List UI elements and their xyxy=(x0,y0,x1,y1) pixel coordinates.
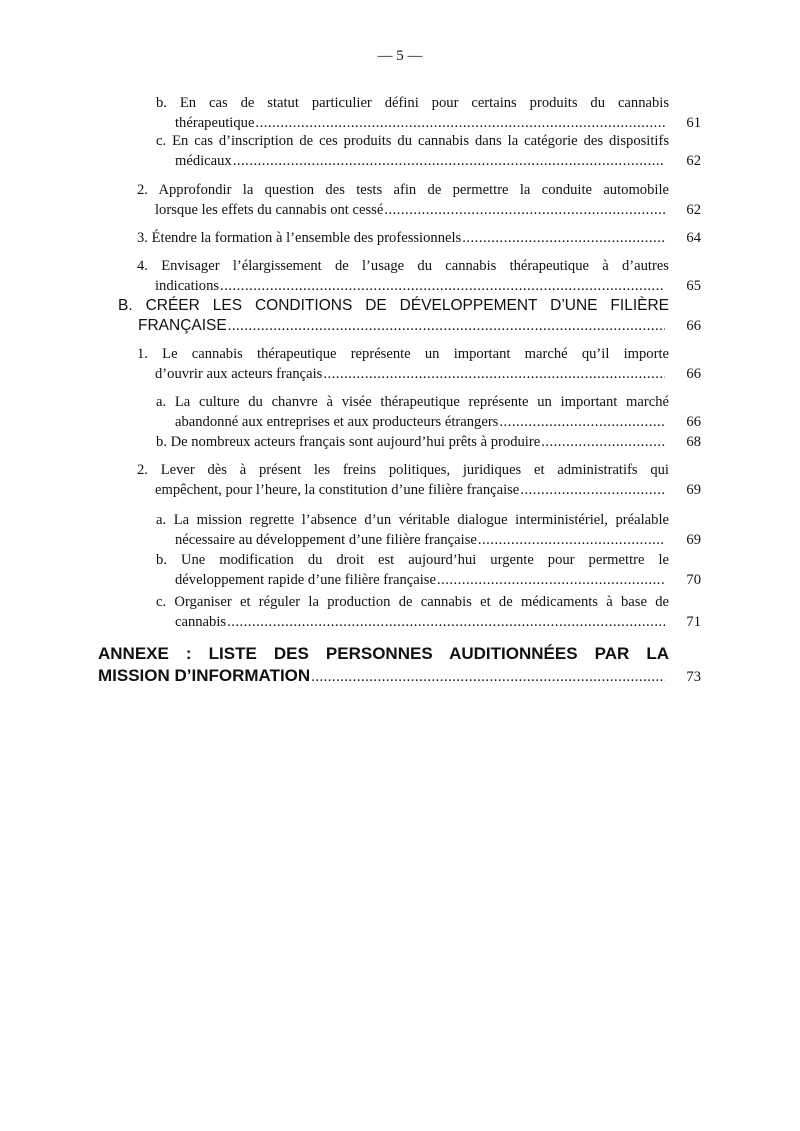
toc-entry[interactable] xyxy=(137,228,701,248)
toc-entry-title-line1: ANNEXE : LISTE DES PERSONNES AUDITIONNÉES PAR LA xyxy=(98,644,669,663)
toc-entry[interactable] xyxy=(137,344,701,384)
toc-entry-title-line2: cannabis xyxy=(175,614,227,630)
toc-entry[interactable] xyxy=(156,131,701,171)
toc-entry[interactable] xyxy=(156,510,701,550)
toc-entry-title-line1: a. La culture du chanvre à visée thérapeutique représente un important marché xyxy=(156,394,669,410)
toc-page-number: 66 xyxy=(686,366,701,382)
toc-entry[interactable] xyxy=(98,643,701,688)
toc-entry-title-line1: 2. Lever dès à présent les freins politiques, juridiques et administratifs qui xyxy=(137,462,669,478)
toc-entry[interactable] xyxy=(156,392,701,432)
toc-entry-title-line2: FRANÇAISE xyxy=(138,317,227,334)
toc-entry-title-line1: b. Une modification du droit est aujourd’hui urgente pour permettre le xyxy=(156,552,669,568)
toc-page-number: 64 xyxy=(686,230,701,246)
toc-entry-title-line2: b. De nombreux acteurs français sont aujourd’hui prêts à produire xyxy=(156,434,541,450)
toc-entry[interactable] xyxy=(156,550,701,590)
dot-leader xyxy=(499,412,665,432)
dot-leader xyxy=(227,612,665,632)
dot-leader xyxy=(228,316,665,336)
toc-entry-title-line2: nécessaire au développement d’une filière française xyxy=(175,532,477,548)
dot-leader xyxy=(255,113,665,133)
toc-page-number: 61 xyxy=(686,115,701,131)
dot-leader xyxy=(323,364,665,384)
dot-leader xyxy=(233,151,665,171)
toc-entry-title-line2: lorsque les effets du cannabis ont cessé xyxy=(155,202,384,218)
dot-leader xyxy=(520,480,665,500)
toc-page-number: 73 xyxy=(686,669,701,685)
toc-page-number: 66 xyxy=(686,318,701,334)
dot-leader xyxy=(311,666,665,688)
toc-page-number: 71 xyxy=(686,614,701,630)
toc-entry-title-line2: empêchent, pour l’heure, la constitution d’une filière française xyxy=(155,482,520,498)
dot-leader xyxy=(384,200,665,220)
toc-page-number: 70 xyxy=(686,572,701,588)
toc-page-number: 69 xyxy=(686,482,701,498)
dot-leader xyxy=(220,276,665,296)
toc-entry-title-line2: thérapeutique xyxy=(175,115,255,131)
toc-page-number: 62 xyxy=(686,202,701,218)
toc-page-number: 69 xyxy=(686,532,701,548)
toc-entry-title-line2: d’ouvrir aux acteurs français xyxy=(155,366,323,382)
toc-page-number: 66 xyxy=(686,414,701,430)
dot-leader xyxy=(541,432,665,452)
toc-entry-title-line2: MISSION D’INFORMATION xyxy=(98,666,311,685)
toc-entry-title-line2: médicaux xyxy=(175,153,232,169)
page-number: — 5 — xyxy=(377,48,423,64)
toc-entry-title-line2: indications xyxy=(155,278,220,294)
toc-entry-title-line2: 3. Étendre la formation à l’ensemble des professionnels xyxy=(137,230,462,246)
toc-entry-title-line1: c. En cas d’inscription de ces produits du cannabis dans la catégorie des dispositifs xyxy=(156,133,669,149)
toc-entry-title-line2: abandonné aux entreprises et aux producteurs étrangers xyxy=(175,414,499,430)
toc-entry-title-line1: a. La mission regrette l’absence d’un véritable dialogue interministériel, préalable xyxy=(156,512,669,528)
toc-entry-title-line1: 2. Approfondir la question des tests afin de permettre la conduite automobile xyxy=(137,182,669,198)
toc-entry-title-line1: c. Organiser et réguler la production de cannabis et de médicaments à base de xyxy=(156,594,669,610)
toc-entry-title-line2: développement rapide d’une filière française xyxy=(175,572,436,588)
dot-leader xyxy=(478,530,665,550)
toc-entry-title-line1: 1. Le cannabis thérapeutique représente un important marché qu’il importe xyxy=(137,346,669,362)
toc-entry[interactable] xyxy=(118,296,701,336)
toc-page-number: 68 xyxy=(686,434,701,450)
toc-entry[interactable] xyxy=(156,93,701,133)
toc-entry[interactable] xyxy=(137,180,701,220)
dot-leader xyxy=(437,570,665,590)
toc-entry-title-line1: b. En cas de statut particulier défini pour certains produits du cannabis xyxy=(156,95,669,111)
toc-entry[interactable] xyxy=(137,460,701,500)
toc-page-number: 65 xyxy=(686,278,701,294)
toc-entry[interactable] xyxy=(137,256,701,296)
toc-entry-title-line1: B. CRÉER LES CONDITIONS DE DÉVELOPPEMENT D’UNE FILIÈRE xyxy=(118,297,669,314)
toc-page-number: 62 xyxy=(686,153,701,169)
dot-leader xyxy=(462,228,665,248)
toc-entry-title-line1: 4. Envisager l’élargissement de l’usage du cannabis thérapeutique à d’autres xyxy=(137,258,669,274)
toc-entry[interactable] xyxy=(156,432,701,452)
toc-entry[interactable] xyxy=(156,592,701,632)
